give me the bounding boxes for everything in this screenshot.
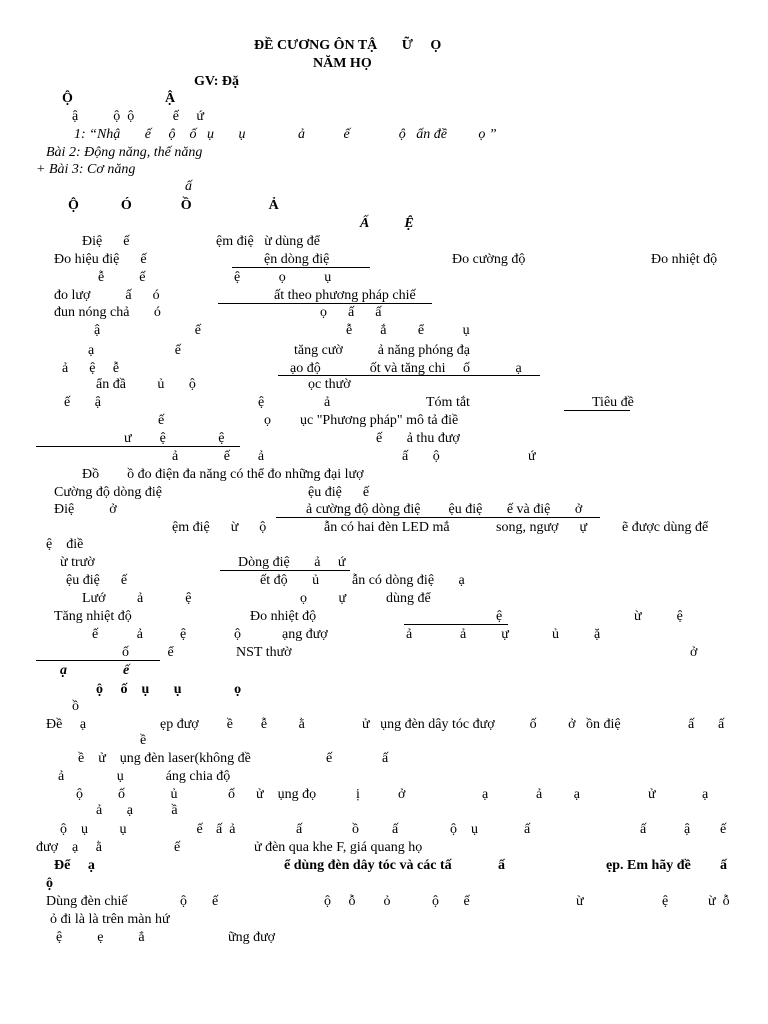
- question-line: ử: [648, 787, 656, 802]
- option-text: ọc thườ: [308, 377, 351, 392]
- question-line: ế: [158, 413, 165, 428]
- question-line: ẹp đượ ề ễ ằ: [160, 717, 305, 732]
- question-heading: ấ: [498, 858, 505, 873]
- question-line: ồn điệ: [586, 717, 621, 732]
- question-heading: ể dùng đèn dây tóc và các tấ: [284, 858, 452, 873]
- part-three-note: ồ: [72, 699, 79, 714]
- question-line: ồ: [352, 822, 359, 837]
- option-text: Đo nhiệt độ: [651, 252, 718, 267]
- option-text: Tăng nhiệt độ: [54, 609, 132, 624]
- teacher-name: GV: Đặ: [194, 74, 239, 89]
- underline: [36, 660, 160, 661]
- underline: [232, 267, 370, 268]
- underline: [220, 570, 350, 571]
- option-text: ọ ấ ấ: [320, 305, 382, 320]
- question-line: ọ ự: [300, 591, 347, 606]
- question-line: ấ: [296, 822, 303, 837]
- underline: [404, 624, 508, 625]
- question-line: Điệ ế: [82, 234, 130, 249]
- question-heading: ộ: [46, 876, 53, 891]
- question-line: ị: [356, 787, 360, 802]
- option-text: tăng cườ ả năng phóng đạ: [294, 343, 470, 358]
- question-line: ẩn đầ ủ ộ: [96, 377, 196, 392]
- question-line: ạ ế: [88, 343, 181, 358]
- section-heading: Ấ Ệ: [360, 216, 414, 231]
- question-line: ử ụng đèn dây tóc đượ ố ở: [362, 717, 576, 732]
- question-line: Lướ ả ệ: [82, 591, 192, 606]
- part-three-title: ộ ố ụ ụ ọ: [96, 682, 242, 697]
- part-two-heading: Ộ Ó Ồ Ả: [68, 198, 279, 213]
- question-line: ế: [720, 822, 727, 837]
- question-line: ệ ọ ụ: [234, 270, 332, 285]
- note-mark: ấ: [185, 179, 192, 194]
- question-line: ộ ụ: [450, 822, 478, 837]
- option-text: ệu điệ ế: [66, 573, 128, 588]
- question-line: ả ệ ễ: [62, 361, 120, 376]
- question-line: ử đèn qua khe F, giá quang họ: [254, 840, 423, 855]
- underline: [564, 410, 630, 411]
- question-line: ế ậ: [64, 395, 101, 410]
- question-line: ệ: [258, 395, 265, 410]
- question-line: ộ ố ủ: [76, 787, 178, 802]
- answer-line: ệ ẹ ẳ: [56, 930, 145, 945]
- question-line: ố ử ụng đọ: [228, 787, 317, 802]
- question-line: ả ự: [460, 627, 509, 642]
- question-heading: ấ: [720, 858, 727, 873]
- underline: [276, 517, 600, 518]
- option-text: ạo độ ốt và tăng chi ố ạ: [290, 361, 522, 376]
- question-line: ấ: [392, 822, 399, 837]
- option-text: ệ: [496, 609, 503, 624]
- question-line: ấ: [524, 822, 531, 837]
- part-one-heading-b: Ậ: [165, 91, 176, 106]
- question-line: ế: [326, 751, 333, 766]
- question-heading: ẹp. Em hãy đề: [606, 858, 691, 873]
- option-text: ết độ ủ: [260, 573, 320, 588]
- option-text: ện dòng điệ: [264, 252, 330, 267]
- question-line: ệ: [180, 627, 187, 642]
- question-line: ấ: [382, 751, 389, 766]
- question-line: ả: [324, 395, 331, 410]
- question-line: ả ụ áng chia độ: [58, 769, 231, 784]
- question-line: ệ điề: [46, 537, 84, 552]
- option-text: Đo nhiệt độ: [250, 609, 317, 624]
- question-line: ế ả: [92, 627, 143, 642]
- part-three-heading: ạ ế: [60, 663, 130, 678]
- part-one-heading: Ộ: [62, 91, 73, 106]
- question-line: ế: [174, 840, 181, 855]
- question-line: ộ ụ ụ ế: [60, 822, 203, 837]
- question-line: đượ ạ ằ: [36, 840, 102, 855]
- option-text: đo lượ ấ ó: [54, 288, 160, 303]
- answer-line: ệ: [662, 894, 669, 909]
- option-text: ả cường độ dòng điệ ệu điệ ế và điệ ở: [306, 502, 583, 517]
- question-line: ấ: [688, 717, 695, 732]
- lesson-two: Bài 2: Động năng, thế năng: [46, 145, 203, 160]
- question-line: ẫn có hai đèn LED mắ: [324, 520, 450, 535]
- question-line: ộ: [234, 627, 241, 642]
- underline: [36, 446, 240, 447]
- question-line: NST thườ: [236, 645, 292, 660]
- answer-line: ộ: [180, 894, 187, 909]
- question-line: ạ: [482, 787, 489, 802]
- option-text: ừ trườ: [60, 555, 95, 570]
- option-text: ệu điệ ế: [308, 485, 370, 500]
- question-line: ạ: [702, 787, 709, 802]
- option-text: ất theo phương pháp chiế: [274, 288, 416, 303]
- option-text: ẫn có dòng điệ ạ: [352, 573, 465, 588]
- question-line: ệm điệ ừ dùng để: [216, 234, 321, 249]
- question-line: Đồ ồ đo điện đa năng có thể đo những đại lượ: [82, 467, 364, 482]
- question-line: ứ: [528, 449, 536, 464]
- answer-line: ỏ đi là là trên màn hứ: [50, 912, 170, 927]
- question-line: ả ế ả: [172, 449, 265, 464]
- topic-intro: ậ ộ ộ ế ứ: [72, 109, 205, 124]
- option-text: Dòng điệ ả ứ: [238, 555, 346, 570]
- question-line: ấ ộ: [402, 449, 440, 464]
- answer-line: ế: [212, 894, 219, 909]
- answer-line: ộ ỗ ỏ: [324, 894, 391, 909]
- question-line: ậ: [684, 822, 691, 837]
- question-line: ề: [140, 733, 147, 748]
- option-text: Tiêu đề: [592, 395, 634, 410]
- question-line: ư ệ ệ: [124, 431, 225, 446]
- question-line: ễ ắ ể ụ: [346, 323, 470, 338]
- answer-line: ừ: [576, 894, 584, 909]
- question-line: ệm điệ ừ ộ: [172, 520, 267, 535]
- question-line: ố ể: [122, 645, 174, 660]
- question-line: ả: [406, 627, 413, 642]
- question-line: song, ngượ ự ẽ được dùng để: [496, 520, 709, 535]
- document-title: ĐỀ CƯƠNG ÔN TẬ Ữ Ọ: [254, 38, 442, 53]
- option-text: ừ ệ: [634, 609, 683, 624]
- option-text: ục "Phương pháp" mô tả điề: [300, 413, 459, 428]
- question-line: ở: [398, 787, 406, 802]
- question-heading: Để ạ: [54, 858, 95, 873]
- option-text: Điệ ở: [54, 502, 117, 517]
- question-line: ấ: [718, 717, 725, 732]
- question-line: ễ ế: [98, 270, 146, 285]
- question-line: ở: [690, 645, 698, 660]
- answer-line: ừ ỗ: [708, 894, 730, 909]
- question-line: ạng đượ: [282, 627, 328, 642]
- answer-line: ững đượ: [228, 930, 276, 945]
- option-text: đun nóng chả ó: [54, 305, 161, 320]
- option-text: Đo cường độ: [452, 252, 526, 267]
- option-text: Cường độ dòng điệ: [54, 485, 162, 500]
- question-line: ấ: [640, 822, 647, 837]
- question-line: ề ử ụng đèn laser(không đề: [78, 751, 251, 766]
- lesson-one: 1: “Nhậ ế ộ ố ụ ụ ả ế ộ ấn đề ọ ”: [74, 127, 497, 142]
- lesson-three: + Bài 3: Cơ năng: [36, 162, 136, 177]
- option-text: ế ả thu đượ: [376, 431, 460, 446]
- question-line: ậ ế: [94, 323, 201, 338]
- question-line: ấ ả: [216, 822, 236, 837]
- answer-line: ộ ế: [432, 894, 470, 909]
- question-line: ả ạ ầ: [96, 803, 178, 818]
- option-text: Tóm tắt: [426, 395, 470, 410]
- school-year: NĂM HỌ: [313, 56, 372, 71]
- question-line: dùng để: [386, 591, 431, 606]
- answer-line: Dùng đèn chiế: [46, 894, 128, 909]
- question-line: ả ạ: [536, 787, 580, 802]
- option-text: Đo hiệu điệ ế: [54, 252, 147, 267]
- question-line: Đề ạ: [46, 717, 87, 732]
- question-line: ủ ặ: [552, 627, 601, 642]
- question-line: ọ: [264, 413, 271, 428]
